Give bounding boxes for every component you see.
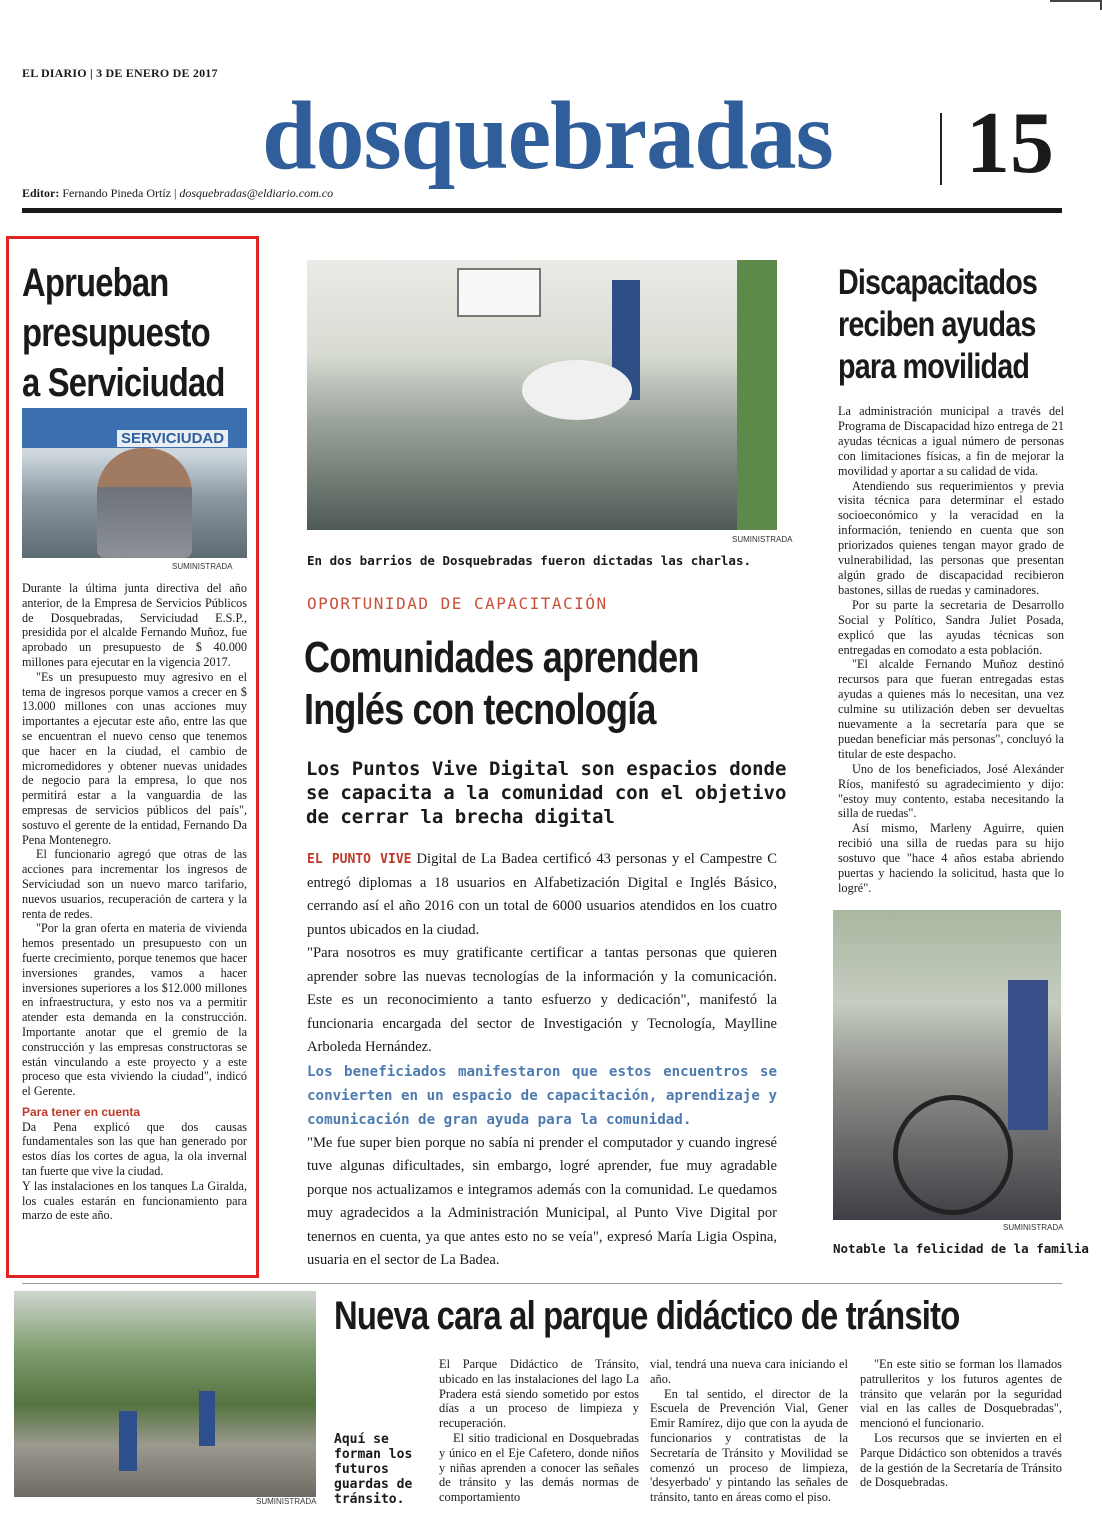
paragraph: Durante la última junta directiva del año anterior, de la Empresa de Servicios Públicos de Dosquebradas, Serviciudad E.S.P., presidida por el alcalde Fernando Muñoz, fue aprobado un presupuesto de $ 40.000 millones para ejecutar en la vigencia 2017. <box>22 581 247 669</box>
lead-in: EL PUNTO VIVE <box>307 852 412 867</box>
box-title: Para tener en cuenta <box>22 1104 141 1119</box>
headline-line: Comunidades aprenden <box>304 633 699 682</box>
bottom-col-2 <box>650 1357 848 1505</box>
person-silhouette <box>97 448 192 558</box>
photo-credit: SUMINISTRADA <box>1003 1223 1064 1232</box>
person-scarf <box>1008 980 1048 1130</box>
bottom-col-1 <box>439 1357 639 1505</box>
paper-name: EL DIARIO <box>22 66 87 80</box>
photo-caption: En dos barrios de Dosquebradas fueron dictadas las charlas. <box>307 553 752 568</box>
wheelchair <box>893 1095 1013 1215</box>
editor-line: Editor: Fernando Pineda Ortíz | dosquebradas@eldiario.com.co <box>22 186 334 200</box>
table <box>522 360 632 420</box>
paragraph: En tal sentido, el director de la Escuela de Prevención Vial, Gener Emir Ramírez, dijo que con la ayuda de funcionarios y contratistas de la Secretaría de Tránsito y Movilidad se comenzó un proceso de limpieza, 'desyerbado' y pintando las señales de tránsito, tanto en áreas como el piso. <box>650 1386 848 1505</box>
paragraph: Por su parte la secretaria de Desarrollo Social y Político, Sandra Juliet Posada, explicó que las ayudas técnicas son entregadas en comodato a esta población. <box>838 597 1064 657</box>
kicker: OPORTUNIDAD DE CAPACITACIÓN <box>307 594 608 613</box>
worker-figure <box>119 1411 137 1471</box>
paragraph: "El alcalde Fernando Muñoz destinó recursos para que fueran entregadas estas ayudas a quienes más lo necesitan, una vez culmine su utilización deben ser devueltas nuevamente a la secretaría para que se puedan beneficiar más personas", concluyó la titular de este despacho. <box>838 657 1064 761</box>
paragraph: "Para nosotros es muy gratificante certificar a tantas personas que quieren aprender sobre las nuevas tecnologías de la información y la comunicación. Este es un reconocimiento a tanto esfuerzo y dedicación", manifestó la funcionaria encargada del sector de Investigación y Tecnología, Maylline Arboleda Hernández. <box>307 945 777 1055</box>
paragraph: La administración municipal a través del Programa de Discapacidad hizo entrega de 21 ayudas técnicas a igual número de personas con limitaciones físicas, a fin de mejorar la movilidad y aportar a su calidad de vida. <box>838 404 1064 478</box>
family-photo <box>833 910 1061 1220</box>
worker-figure <box>199 1391 215 1446</box>
paragraph: "Me fue super bien porque no sabía ni prender el computador y cuando ingresé tuve algunas dificultades, sin embargo, logré aprender, fue muy agradable porque nos actualizamos e integramos además con la comunidad. Le quedamos muy agradecidos a la Administración Municipal, al Punto Vive Digital por tenernos en cuenta, ya que antes esto no se veía", expresó María Ligia Ospina, usuaria en el sector de La Badea. <box>307 1134 777 1268</box>
photo-credit: SUMINISTRADA <box>172 562 233 571</box>
photo-sign-text: SERVICIUDAD <box>117 430 228 447</box>
pull-quote: Los beneficiados manifestaron que estos encuentros se convierten en un espacio de capacitación, aprendizaje y comunicación de gran ayuda para la comunidad. <box>307 1063 777 1128</box>
photo-caption: Notable la felicidad de la familia <box>833 1241 1089 1256</box>
section-title: dosquebradas <box>262 82 833 190</box>
title-separator <box>940 113 942 185</box>
left-headline: Aprueban presupuesto a Serviciudad <box>22 261 225 405</box>
paragraph: Uno de los beneficiados, José Alexánder Ríos, manifestó su agradecimiento y dijo: "estoy muy contento, estaba necesitando la silla de ruedas". <box>838 761 1064 821</box>
paragraph: El funcionario agregó que otras de las acciones para incrementar los ingresos de Serviciudad son un nuevo marco tarifario, nuevos usuarios, recuperación de cartera y la renta de redes. <box>22 847 247 921</box>
projection-screen <box>457 268 541 317</box>
photo-credit: SUMINISTRADA <box>732 535 793 544</box>
paragraph: vial, tendrá una nueva cara iniciando el año. <box>650 1357 848 1386</box>
serviciudad-photo <box>22 408 247 558</box>
park-photo <box>14 1291 316 1497</box>
headline-line: Inglés con tecnología <box>304 685 656 734</box>
paragraph: Así mismo, Marleny Aguirre, quien recibió una silla de ruedas para su hijo sostuvo que "hace 4 años estaba abriendo puertas y haciendo la solicitud, hasta que lo logré". <box>838 821 1064 895</box>
bottom-col-3 <box>860 1357 1062 1490</box>
section-rule <box>22 1283 1062 1284</box>
paragraph: "Es un presupuesto muy agresivo en el tema de ingresos porque vamos a crecer en $ 13.000 millones con unas acciones muy importantes a ejecutar este año, entre las que se encuentran el nuevo censo que tenemos que hacer en la ciudad, el cambio de micromedidores y obtener nuevas unidades de negocio para la empresa, lo que nos permitirá estar a la vanguardia de las empresas de servicios públicos del país", sostuvo el gerente de la entidad, Fernando Da Pena Montenegro. <box>22 669 247 847</box>
editor-label: Editor: <box>22 186 60 200</box>
paragraph: Atendiendo sus requerimientos y previa visita técnica para determinar el estado socioeconómico y la veracidad en la información, teniendo en cuenta que son priorizados quienes tengan mayor grado de vulnerabilidad, las personas que presentan algún grado de discapacidad recibieron bastones, sillas de ruedas y caminadores. <box>838 478 1064 597</box>
paragraph: EL PUNTO VIVE Digital de La Badea certificó 43 personas y el Campestre C entregó diplomas a 18 usuarios en Alfabetización Digital e Inglés Básico, cerrando así el año 2016 con un total de 6000 usuarios atendidos en los cuatro puntos ubicados en la ciudad. <box>307 851 777 938</box>
right-headline: Discapacitados reciben ayudas para movilidad <box>838 263 1038 386</box>
bottom-headline: Nueva cara al parque didáctico de tránsito <box>334 1294 960 1338</box>
photo-credit: SUMINISTRADA <box>256 1497 317 1506</box>
paragraph: Da Pena explicó que dos causas fundamentales son las que han generado por estos días los cortes de agua, la ola invernal tan fuerte que vive la ciudad. <box>22 1119 247 1179</box>
paragraph: "Por la gran oferta en materia de vivienda hemos presentado un presupuesto con un fuerte crecimiento, porque tenemos que hacer inversiones grandes, vamos a hacer inversiones superiores a los $12.000 millones en infraestructura, y esto nos va a permitir atender esta demanda en la construcción. Importante anotar que el gremio de la construcción y las empresas constructoras se están vinculando a este proyecto y a este proceso que esta viviendo la ciudad", indicó el Gerente. <box>22 921 247 1099</box>
paragraph: "En este sitio se forman los llamados patrulleritos y los futuros agentes de tránsito que velarán por la seguridad vial en las calles de Dosquebradas", mencionó el funcionario. <box>860 1357 1062 1431</box>
header-rule <box>22 208 1062 213</box>
editor-name: Fernando Pineda Ortíz <box>62 186 171 200</box>
main-headline <box>304 632 796 736</box>
page-number: 15 <box>966 95 1054 192</box>
left-body <box>22 581 247 1223</box>
paragraph: El Parque Didáctico de Tránsito, ubicado en las instalaciones del lago La Pradera está siendo sometido por estos días a un proceso de limpieza y recuperación. <box>439 1357 639 1431</box>
paragraph: Y las instalaciones en los tanques La Giralda, los cuales estarán en funcionamiento para marzo de este año. <box>22 1178 247 1223</box>
editor-email: dosquebradas@eldiario.com.co <box>179 186 334 200</box>
issue-date: 3 DE ENERO DE 2017 <box>96 66 218 80</box>
main-body <box>307 848 777 1273</box>
photo-caption: Aquí se forman los futuros guardas de tránsito. <box>334 1432 413 1507</box>
green-wall <box>737 260 777 530</box>
crop-mark <box>1050 0 1102 10</box>
right-body <box>838 404 1064 896</box>
paper-date-line: EL DIARIO | 3 DE ENERO DE 2017 <box>22 66 218 80</box>
paragraph: Los recursos que se invierten en el Parque Didáctico son obtenidos a través de la gestión de la Secretaría de Tránsito de Dosquebradas. <box>860 1430 1062 1490</box>
workshop-photo <box>307 260 777 530</box>
deck: Los Puntos Vive Digital son espacios donde se capacita a la comunidad con el objetivo de cerrar la brecha digital <box>306 758 787 828</box>
paragraph: El sitio tradicional en Dosquebradas y único en el Eje Cafetero, donde niños y niñas aprenden a conocer las señales de tránsito y las demás normas de comportamiento <box>439 1430 639 1505</box>
